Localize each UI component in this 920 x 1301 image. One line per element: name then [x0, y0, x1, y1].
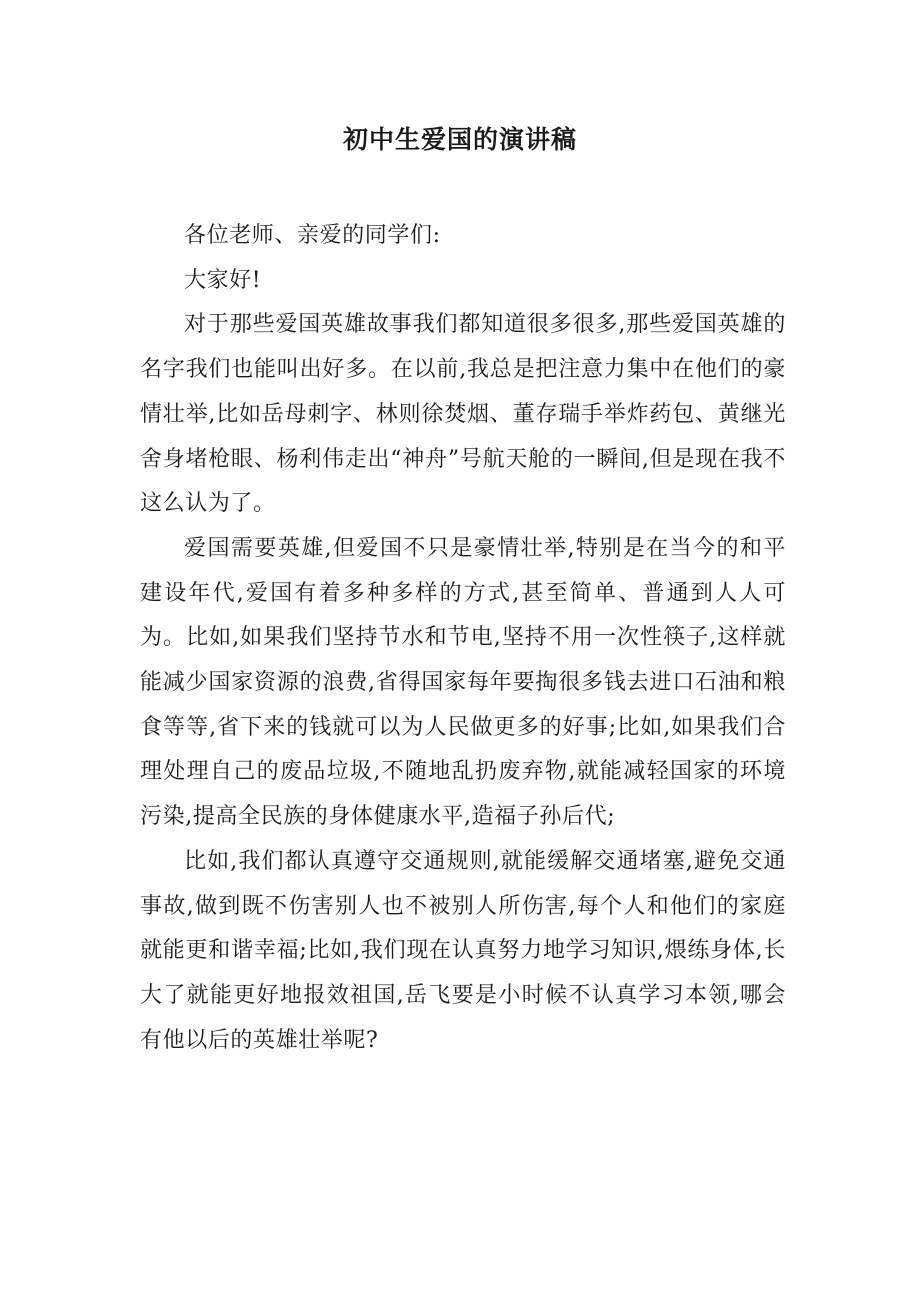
paragraph-greeting: 大家好! [184, 267, 262, 293]
document-title: 初中生爱国的演讲稿 [342, 125, 577, 154]
paragraph-salutation: 各位老师、亲爱的同学们: [184, 223, 441, 248]
document-body [140, 214, 786, 1063]
paragraph-everyday-patriotism: 爱国需要英雄,但爱国不只是豪情壮举,特别是在当今的和平建设年代,爱国有着多种多样的方式,甚至简单、普通到人人可为。比如,如果我们坚持节水和节电,坚持不用一次性筷子,这样就能减少国家资源的浪费,省得国家每年要掏很多钱去进口石油和粮食等等,省下来的钱就可以为人民做更多的好事;比如,如果我们合理处理自己的废品垃圾,不随地乱扔废弃物,就能减轻国家的环境污染,提高全民族的身体健康水平,造福子孙后代; [140, 535, 786, 830]
paragraph-heroes: 对于那些爱国英雄故事我们都知道很多很多,那些爱国英雄的名字我们也能叫出好多。在以前,我总是把注意力集中在他们的豪情壮举,比如岳母刺字、林则徐焚烟、董存瑞手举炸药包、黄继光舍身堵枪眼、杨利伟走出“神舟”号航天舱的一瞬间,但是现在我不这么认为了。 [140, 312, 786, 517]
paragraph-traffic-study: 比如,我们都认真遵守交通规则,就能缓解交通堵塞,避免交通事故,做到既不伤害别人也不被别人所伤害,每个人和他们的家庭就能更和谐幸福;比如,我们现在认真努力地学习知识,煨练身体,长大了就能更好地报效祖国,岳飞要是小时候不认真学习本领,哪会有他以后的英雄壮举呢? [140, 848, 786, 1053]
